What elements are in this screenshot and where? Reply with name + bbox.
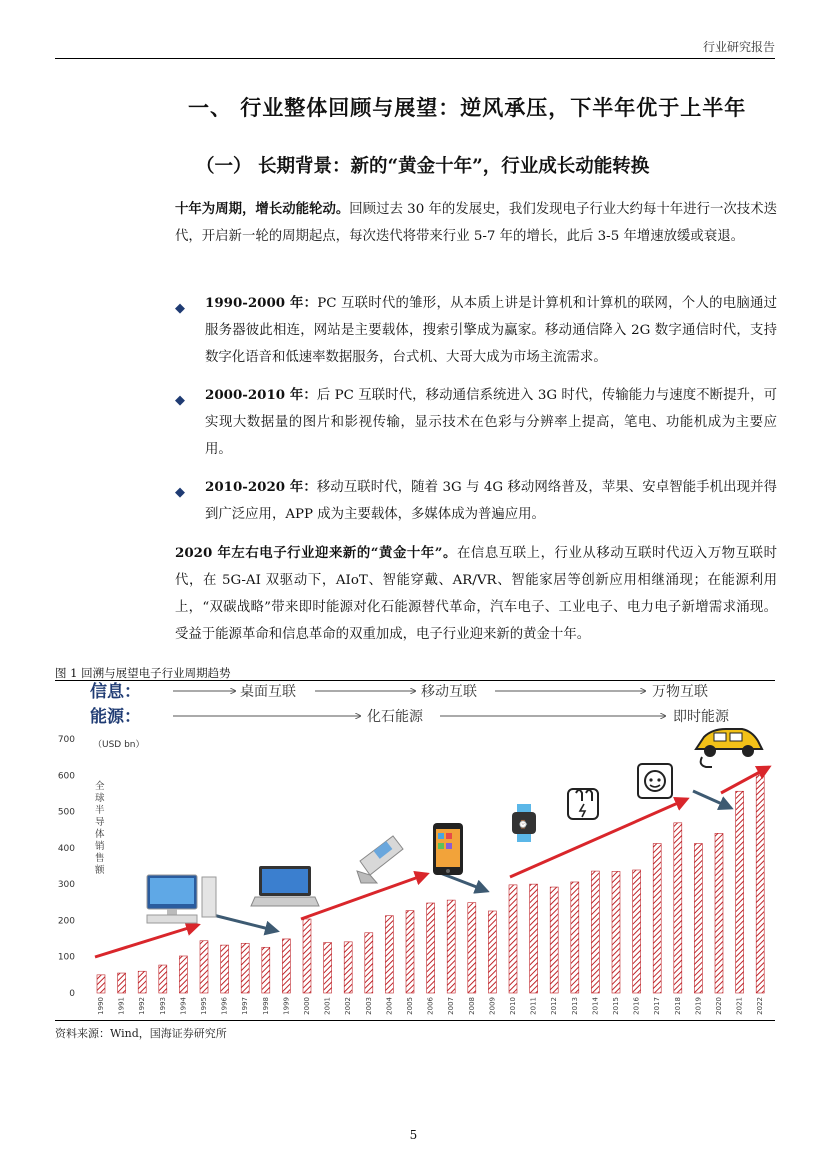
info-stage: 万物互联 <box>652 684 708 700</box>
x-tick-label: 2014 <box>591 997 600 1015</box>
bar <box>715 833 723 993</box>
bar <box>344 942 352 993</box>
bar <box>530 884 538 993</box>
y-tick-label: 700 <box>57 735 75 745</box>
energy-stage: 化石能源 <box>367 709 423 725</box>
y-tick-label: 200 <box>57 916 75 927</box>
section-title: 一、 行业整体回顾与展望：逆风承压，下半年优于上半年 <box>188 95 747 120</box>
laptop-icon <box>251 866 319 906</box>
feature-phone-icon <box>357 836 403 883</box>
x-tick-label: 1997 <box>241 997 250 1015</box>
x-tick-label: 2021 <box>735 997 744 1015</box>
electric-car-icon <box>696 729 762 767</box>
figure-bottom-rule <box>55 1020 775 1021</box>
bullet-lead: 2000-2010 年： <box>205 387 317 403</box>
page-number: 5 <box>409 1128 418 1142</box>
y-tick-label: 500 <box>57 807 75 818</box>
x-tick-label: 1992 <box>138 997 147 1015</box>
y-tick-label: 400 <box>57 843 75 854</box>
x-tick-label: 2017 <box>653 997 662 1015</box>
bullet-lead: 2010-2020 年： <box>205 479 317 495</box>
energy-stage: 即时能源 <box>673 709 729 725</box>
x-tick-label: 1994 <box>179 997 188 1015</box>
x-tick-label: 1991 <box>117 997 126 1015</box>
bullet-lead: 1990-2000 年： <box>205 295 318 311</box>
info-stage: 桌面互联 <box>240 684 296 700</box>
bullet-2000s <box>175 382 777 463</box>
bar <box>591 871 599 993</box>
x-tick-label: 1995 <box>200 997 208 1015</box>
bar <box>674 823 682 993</box>
y-tick-label: 600 <box>57 771 75 782</box>
x-tick-label: 2003 <box>364 997 373 1015</box>
bar <box>571 882 579 993</box>
x-tick-label: 2019 <box>694 997 703 1015</box>
conclusion-lead: 2020 年左右电子行业迎来新的“黄金十年”。 <box>175 545 457 561</box>
x-tick-label: 2008 <box>467 997 476 1015</box>
intro-lead: 十年为周期，增长动能轮动。 <box>175 201 350 217</box>
bar <box>282 939 290 993</box>
bar <box>653 844 661 993</box>
x-tick-label: 2018 <box>673 997 682 1015</box>
x-tick-label: 2015 <box>612 997 620 1015</box>
report-type: 行业研究报告 <box>702 40 775 54</box>
x-tick-label: 2016 <box>632 997 641 1015</box>
x-tick-label: 2006 <box>426 997 435 1015</box>
y-tick-label: 300 <box>57 880 75 891</box>
smartphone-icon <box>433 823 463 875</box>
bar <box>118 973 126 993</box>
bar <box>550 887 558 993</box>
bar <box>694 844 702 993</box>
bar <box>488 911 496 993</box>
page-header <box>55 30 775 59</box>
energy-label: 能源： <box>90 707 141 727</box>
info-label: 信息： <box>90 682 141 702</box>
smartwatch-icon <box>512 804 536 842</box>
bar <box>97 975 105 993</box>
x-tick-label: 1999 <box>282 997 291 1015</box>
x-tick-label: 1990 <box>97 997 105 1015</box>
bar <box>324 943 332 993</box>
y-axis-label: 全球半导体销售额 <box>95 781 105 876</box>
diamond-bullet-icon: ◆ <box>175 301 185 316</box>
x-tick-label: 2007 <box>447 997 456 1015</box>
bullet-2010s <box>175 474 777 528</box>
bar <box>756 775 764 993</box>
x-tick-label: 2002 <box>344 997 353 1015</box>
y-tick-label: 0 <box>69 989 75 999</box>
bar <box>262 947 270 993</box>
conclusion-text: 在信息互联上，行业从移动互联时代迈入万物互联时代，在 5G-AI 双驱动下，AIoT、智能穿戴、AR/VR、智能家居等创新应用相继涌现；在能源利用上，“双碳战略”带来即时能源对化石能源替代革命，汽车电子、工业电子、电力电子新增需求涌现。受益于能源革命和信息革命的双重加成，电子行业迎来新的黄金十年。 <box>175 546 777 642</box>
x-tick-label: 2000 <box>303 997 311 1015</box>
intro-paragraph <box>175 196 777 250</box>
uptrend-arrow <box>95 925 198 957</box>
x-tick-label: 2013 <box>570 997 579 1015</box>
bar <box>612 871 620 993</box>
earbuds-icon <box>568 789 598 819</box>
section-subtitle: （一） 长期背景：新的“黄金十年”，行业成长动能转换 <box>196 156 650 177</box>
x-tick-label: 2004 <box>385 997 394 1015</box>
semiconductor-sales-chart <box>55 681 775 1019</box>
y-tick-label: 100 <box>57 952 75 963</box>
bar <box>303 919 311 993</box>
desktop-computer-icon <box>147 875 216 923</box>
bar <box>468 903 476 993</box>
vr-headset-icon <box>638 764 672 798</box>
svg-text:⌚: ⌚ <box>518 820 528 829</box>
bar <box>200 941 208 993</box>
info-timeline <box>173 683 708 700</box>
bar <box>221 945 229 993</box>
bullet-text: 后 PC 互联时代，移动通信系统进入 3G 时代，传输能力与速度不断提升，可实现大数据量的图片和影视传输，显示技术在色彩与分辨率上提高，笔电、功能机成为主要应用。 <box>205 388 777 457</box>
unit-label: （USD bn） <box>93 740 145 750</box>
figure-caption: 图 1 回溯与展望电子行业周期趋势 <box>55 666 231 680</box>
info-stage: 移动互联 <box>421 684 477 700</box>
x-tick-label: 1998 <box>261 997 270 1015</box>
diamond-bullet-icon: ◆ <box>175 393 185 408</box>
x-tick-label: 1996 <box>220 997 229 1015</box>
x-tick-label: 1993 <box>158 997 167 1015</box>
bar <box>179 956 187 993</box>
bar <box>447 900 455 993</box>
intro-text: 回顾过去 30 年的发展史，我们发现电子行业大约每十年进行一次技术迭代，开启新一轮的周期起点，每次迭代将带来行业 5-7 年的增长，此后 3-5 年增速放缓或衰退。 <box>175 202 778 244</box>
bar <box>427 903 435 993</box>
bullet-1990s <box>175 290 777 371</box>
y-axis <box>58 735 75 999</box>
bar <box>385 916 393 993</box>
x-tick-label: 2001 <box>323 997 332 1015</box>
bar <box>406 911 414 993</box>
x-axis <box>97 996 764 1014</box>
bar <box>736 791 744 993</box>
x-tick-label: 2011 <box>529 997 538 1015</box>
x-tick-label: 2020 <box>715 997 723 1015</box>
bar <box>159 965 167 993</box>
figure-source: 资料来源：Wind，国海证券研究所 <box>55 1027 227 1040</box>
x-tick-label: 2009 <box>488 997 497 1015</box>
bullet-text: PC 互联时代的雏形，从本质上讲是计算机和计算机的联网，个人的电脑通过服务器彼此相连，网站是主要载体，搜索引擎成为赢家。移动通信降入 2G 数字通信时代，支持数字化语音和低速率数据服务，台式机、大哥大成为市场主流需求。 <box>205 296 777 365</box>
x-tick-label: 2012 <box>550 997 559 1015</box>
bar <box>241 943 249 993</box>
bar <box>138 971 146 993</box>
downtrend-arrow <box>213 915 277 931</box>
bullet-text: 移动互联时代，随着 3G 与 4G 移动网络普及，苹果、安卓智能手机出现并得到广泛应用，APP 成为主要载体，多媒体成为普遍应用。 <box>205 480 777 522</box>
bar <box>633 870 641 993</box>
diamond-bullet-icon: ◆ <box>175 485 185 500</box>
x-tick-label: 2010 <box>509 997 517 1015</box>
conclusion-paragraph <box>175 540 777 648</box>
x-tick-label: 2005 <box>406 997 414 1015</box>
bar <box>365 933 373 993</box>
downtrend-arrow <box>693 791 731 808</box>
bar <box>509 885 517 993</box>
x-tick-label: 2022 <box>756 997 765 1015</box>
energy-timeline <box>173 708 730 725</box>
